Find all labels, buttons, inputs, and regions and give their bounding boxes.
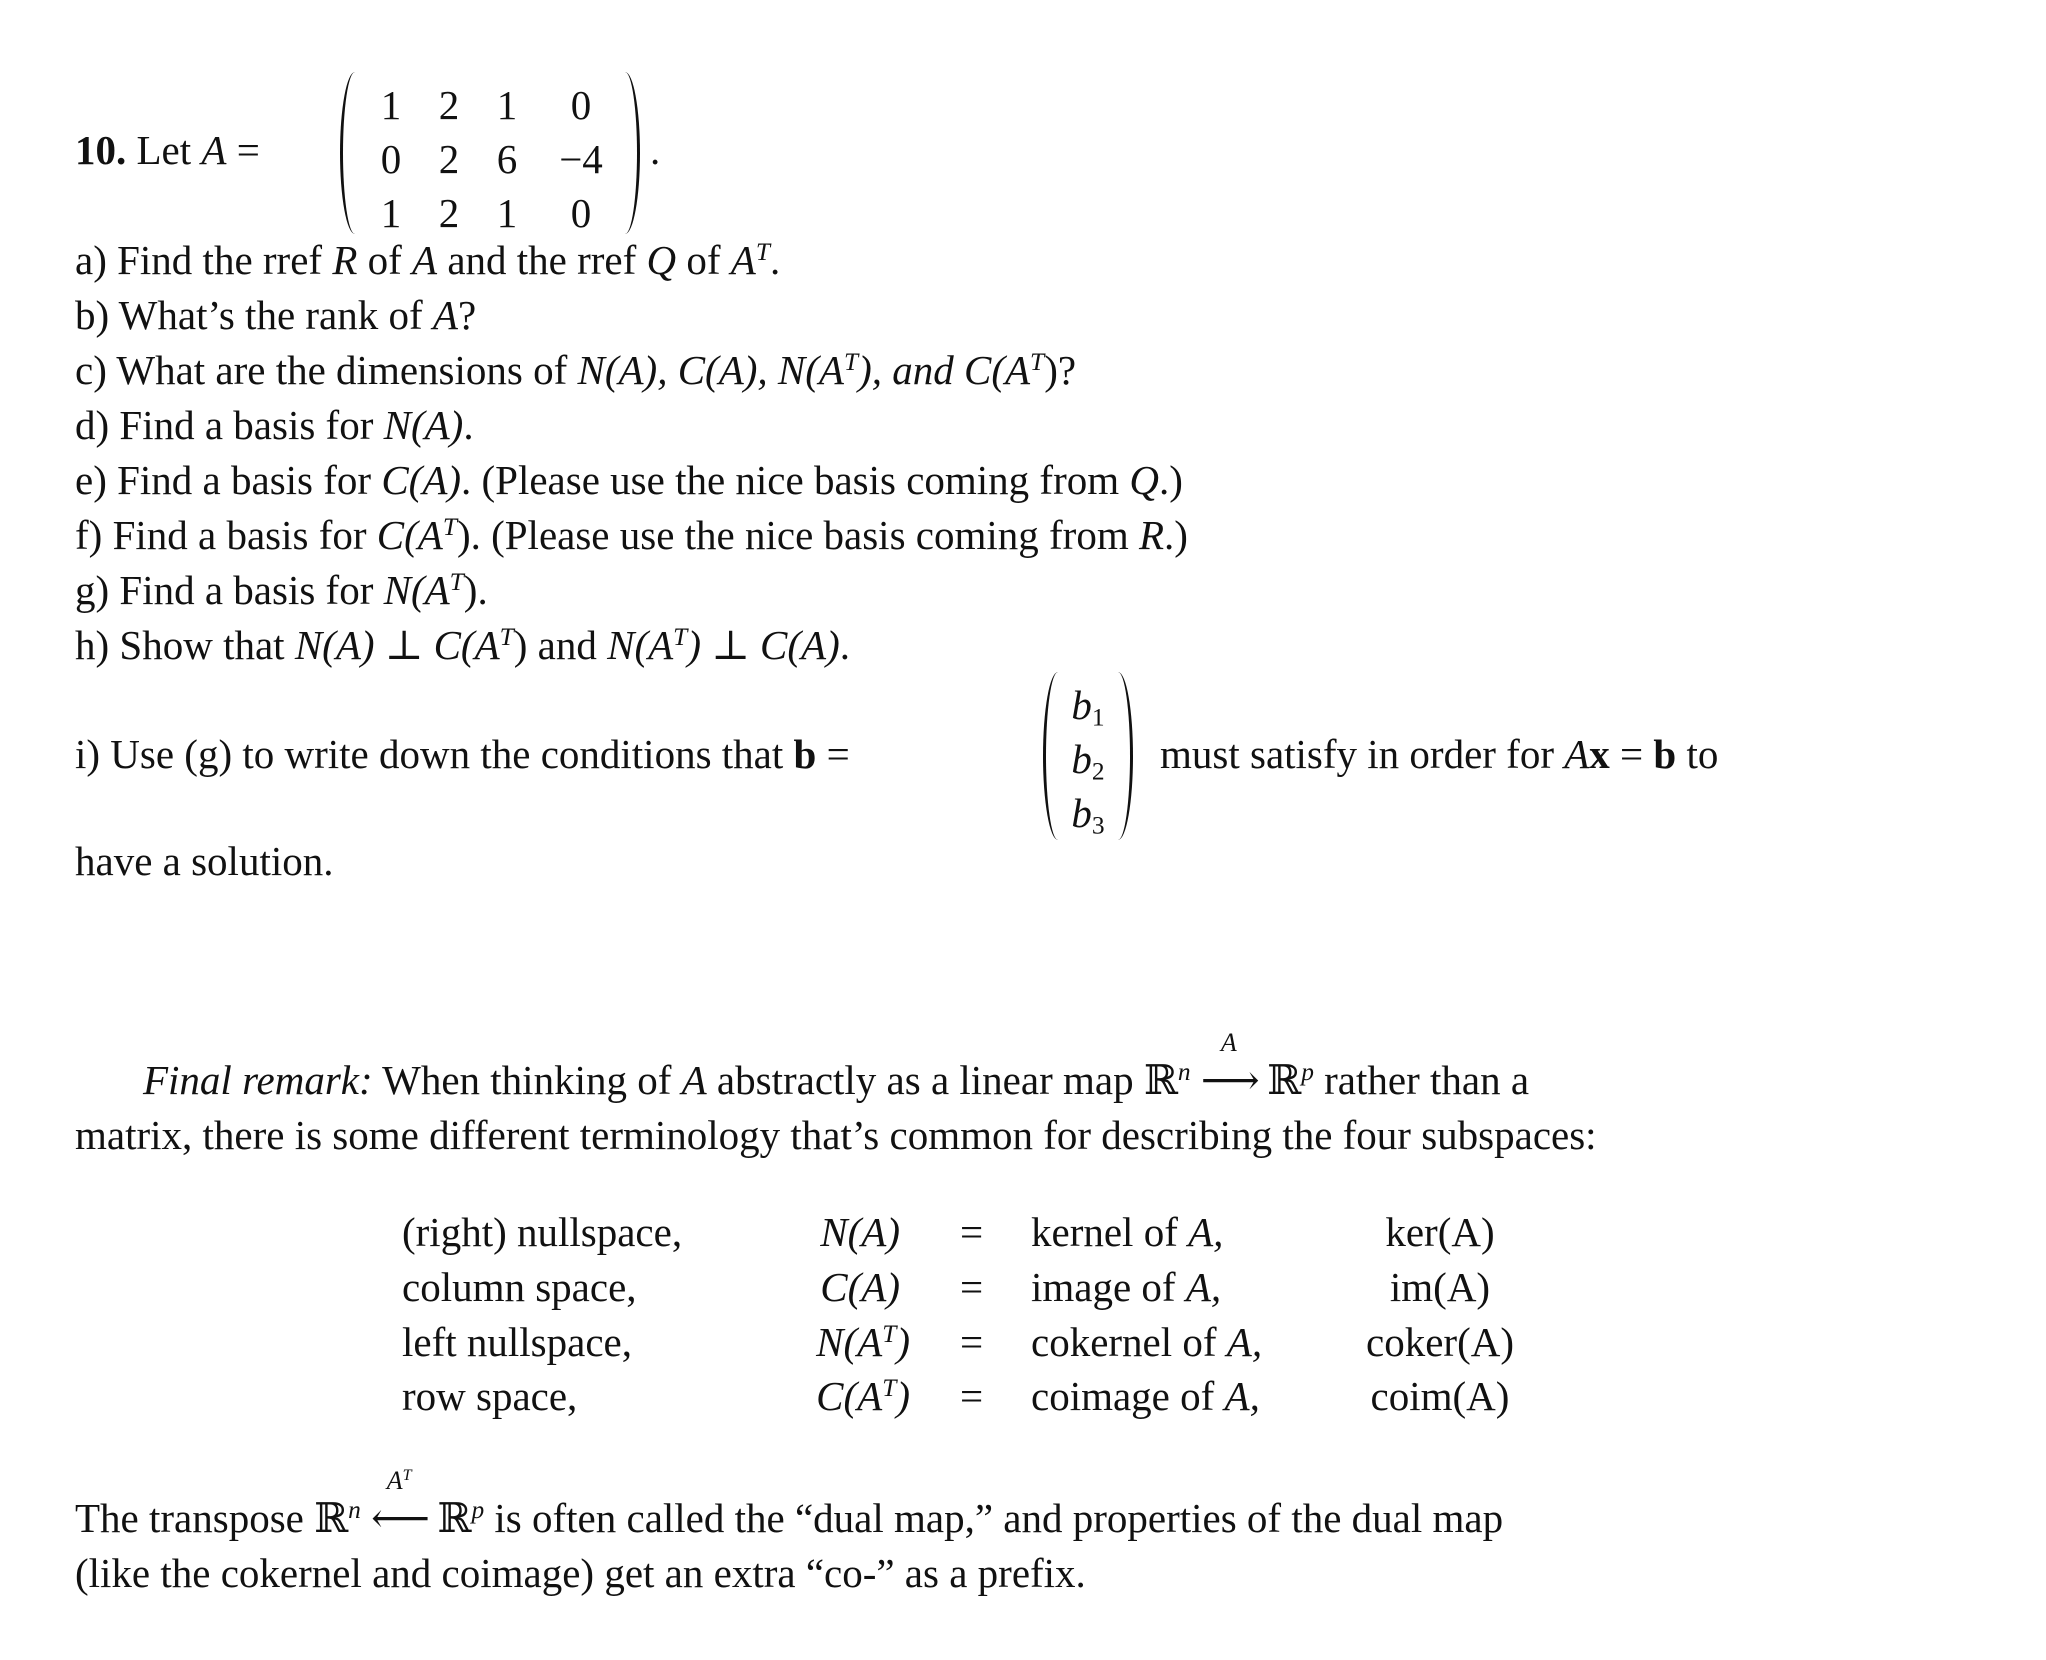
- math-var: Q: [1129, 457, 1159, 503]
- math-var: Q: [646, 237, 677, 283]
- matrix-end-punct: .: [650, 127, 661, 173]
- superscript: T: [843, 348, 859, 377]
- math-expr: N(A: [820, 1209, 887, 1255]
- superscript: n: [348, 1496, 361, 1525]
- math-var: R: [1138, 512, 1165, 558]
- text: Find a basis for: [117, 457, 372, 503]
- vector-grid: [1063, 678, 1113, 840]
- text: )?: [1044, 347, 1077, 393]
- text: of: [686, 237, 721, 283]
- part-i: [75, 731, 850, 777]
- superscript: T: [442, 513, 457, 542]
- part-a: [75, 237, 781, 283]
- matrix-cell: 1: [380, 190, 402, 236]
- part-label: i): [75, 731, 101, 777]
- text: . (Please use the nice basis coming from: [461, 457, 1120, 503]
- text: ) and: [513, 622, 597, 668]
- math-var: b: [1071, 736, 1092, 782]
- table-row: [402, 1264, 637, 1310]
- text: .): [1164, 512, 1188, 558]
- superscript: p: [1301, 1058, 1314, 1087]
- matrix-cell: 1: [496, 82, 518, 128]
- part-label: h): [75, 622, 110, 668]
- text: What’s the rank of: [118, 292, 423, 338]
- text: to: [1686, 731, 1719, 777]
- matrix-grid: [362, 78, 626, 240]
- subspace-symbol: [820, 1264, 900, 1310]
- left-arrow-icon: [371, 1466, 430, 1541]
- superscript: T: [755, 238, 770, 267]
- part-label: c): [75, 347, 107, 393]
- math-var: A: [386, 1466, 403, 1495]
- text: When thinking of: [382, 1057, 672, 1103]
- part-i-line2: have a solution.: [75, 838, 334, 884]
- math-expr: N(A: [383, 567, 450, 613]
- function-name: im(A): [1389, 1264, 1491, 1310]
- function-name: coker(A): [1366, 1319, 1514, 1365]
- problem-number: 10.: [75, 127, 127, 173]
- text: .): [1158, 457, 1183, 503]
- arrow-label: A: [1220, 1028, 1237, 1057]
- part-label: b): [75, 292, 110, 338]
- reals-symbol: ℝ: [1267, 1057, 1302, 1103]
- subscript: 3: [1091, 811, 1105, 840]
- part-h: [75, 622, 850, 668]
- part-label: g): [75, 567, 110, 613]
- math-var: A: [681, 1057, 707, 1103]
- close-paren: ): [896, 1373, 910, 1419]
- equals-sign: =: [960, 1264, 984, 1310]
- vector-b-column: [1043, 672, 1133, 840]
- close-paren: ): [886, 1264, 900, 1310]
- math-expr: N(A), C(A), N(A: [577, 347, 844, 393]
- text: .: [463, 402, 474, 448]
- text: abstractly as a linear map: [716, 1057, 1134, 1103]
- remark-line2: matrix, there is some different terminology that’s common for describing the four subspaces:: [75, 1112, 1597, 1158]
- superscript: T: [499, 623, 514, 652]
- text: ). (Please use the nice basis coming from: [456, 512, 1129, 558]
- math-var: A: [730, 237, 756, 283]
- superscript: T: [449, 568, 464, 597]
- right-arrow-icon: [1200, 1028, 1260, 1103]
- equals-sign: =: [960, 1319, 984, 1365]
- superscript: p: [471, 1496, 485, 1525]
- matrix-cell: 0: [570, 82, 592, 128]
- math-expr: C(A: [816, 1373, 883, 1419]
- math-var: A: [1564, 731, 1590, 777]
- matrix-cell: 2: [438, 136, 460, 182]
- part-f: [75, 512, 1188, 558]
- text: image of: [1031, 1264, 1176, 1310]
- math-expr: N(A): [383, 402, 464, 448]
- alt-name: [1031, 1373, 1260, 1419]
- part-b: [75, 292, 477, 338]
- table-row: [402, 1209, 683, 1255]
- problem-header: [75, 127, 260, 173]
- matrix-cell: 2: [438, 82, 460, 128]
- matrix-cell: 0: [570, 190, 592, 236]
- text: .: [839, 622, 850, 668]
- math-var: b: [1071, 790, 1092, 836]
- equals-sign: =: [236, 127, 260, 173]
- intro-text: Let: [136, 127, 192, 173]
- text: of: [367, 237, 402, 283]
- close-paren: ): [886, 1209, 900, 1255]
- part-label: d): [75, 402, 110, 448]
- superscript: T: [402, 1467, 412, 1485]
- matrix-cell: −4: [559, 136, 603, 182]
- text: Find a basis for: [119, 567, 374, 613]
- subspace-name: column space,: [402, 1264, 637, 1310]
- matrix-name: A: [201, 127, 227, 173]
- arrow-glyph: ⟵: [371, 1495, 430, 1541]
- math-var: R: [332, 237, 358, 283]
- math-expr: ) ⊥ C(A): [687, 622, 840, 668]
- text: Find a basis for: [119, 402, 374, 448]
- text: The transpose: [75, 1495, 304, 1541]
- superscript: T: [882, 1374, 897, 1403]
- text: .: [769, 237, 781, 283]
- reals-symbol: ℝ: [1143, 1057, 1178, 1103]
- subspace-name: (right) nullspace,: [402, 1209, 683, 1255]
- math-expr: N(A: [607, 622, 674, 668]
- matrix-cell: 1: [496, 190, 518, 236]
- superscript: T: [673, 623, 688, 652]
- function-name: coim(A): [1370, 1373, 1510, 1419]
- text: ?: [457, 292, 477, 338]
- table-row: [402, 1373, 578, 1419]
- alt-name: [1031, 1319, 1263, 1365]
- matrix-A: [340, 72, 640, 234]
- superscript: T: [882, 1320, 897, 1349]
- equals-sign: =: [1620, 731, 1644, 777]
- part-i-continued: [1160, 731, 1719, 777]
- matrix-cell: 2: [438, 190, 460, 236]
- part-label: f): [75, 512, 103, 558]
- equals-sign: =: [960, 1373, 984, 1419]
- subscript: 1: [1091, 703, 1105, 732]
- part-e: [75, 457, 1183, 503]
- math-expr: C(A: [820, 1264, 887, 1310]
- text: What are the dimensions of: [116, 347, 568, 393]
- math-var: A,: [1224, 1373, 1260, 1419]
- vector-entry: [1063, 732, 1113, 786]
- math-var: b: [1071, 682, 1092, 728]
- text: and the rref: [447, 237, 637, 283]
- vector-entry: [1063, 786, 1113, 840]
- text: Use (g) to write down the conditions that: [110, 731, 784, 777]
- text: Find the rref: [117, 237, 323, 283]
- remark-title: Final remark:: [143, 1057, 373, 1103]
- math-expr: N(A: [816, 1319, 883, 1365]
- math-var: A,: [1226, 1319, 1263, 1365]
- math-expr: C(A: [376, 512, 443, 558]
- text: ).: [463, 567, 488, 613]
- alt-name: [1031, 1209, 1224, 1255]
- table-row: [402, 1319, 632, 1365]
- function-name: ker(A): [1385, 1209, 1495, 1255]
- part-label: a): [75, 237, 107, 283]
- text: cokernel of: [1031, 1319, 1217, 1365]
- close-paren: ): [896, 1319, 910, 1365]
- matrix-cell: 6: [496, 136, 518, 182]
- vector-b: b: [1653, 731, 1677, 777]
- text: kernel of: [1031, 1209, 1178, 1255]
- superscript: T: [1030, 348, 1045, 377]
- part-d: [75, 402, 474, 448]
- reals-symbol: ℝ: [314, 1495, 349, 1541]
- subspace-symbol: [816, 1319, 910, 1365]
- closing-line2: (like the cokernel and coimage) get an extra “co-” as a prefix.: [75, 1550, 1086, 1596]
- reals-symbol: ℝ: [437, 1495, 472, 1541]
- text: Show that: [119, 622, 285, 668]
- math-var: A: [432, 292, 458, 338]
- remark-line1: [143, 1028, 1530, 1103]
- superscript: n: [1177, 1058, 1191, 1087]
- subscript: 2: [1091, 757, 1105, 786]
- closing-line1: [75, 1466, 1504, 1541]
- equals-sign: =: [826, 731, 850, 777]
- subspace-name: row space,: [402, 1373, 578, 1419]
- math-var: A,: [1188, 1209, 1224, 1255]
- text: rather than a: [1324, 1057, 1530, 1103]
- arrow-glyph: ⟶: [1200, 1057, 1260, 1103]
- math-var: A,: [1185, 1264, 1222, 1310]
- matrix-cell: 1: [380, 82, 402, 128]
- math-var: A: [412, 237, 438, 283]
- part-g: [75, 567, 488, 613]
- math-expr: ), and C(A: [858, 347, 1031, 393]
- math-expr: N(A) ⊥ C(A: [294, 622, 500, 668]
- part-label: e): [75, 457, 107, 503]
- text: is often called the “dual map,” and properties of the dual map: [494, 1495, 1504, 1541]
- text: must satisfy in order for: [1160, 731, 1554, 777]
- matrix-cell: 0: [380, 136, 402, 182]
- text: coimage of: [1031, 1373, 1215, 1419]
- vector-b: b: [793, 731, 817, 777]
- alt-name: [1031, 1264, 1222, 1310]
- part-c: [75, 347, 1077, 393]
- subspace-symbol: [820, 1209, 900, 1255]
- text: Find a basis for: [112, 512, 367, 558]
- subspace-symbol: [816, 1373, 910, 1419]
- math-expr: C(A): [381, 457, 462, 503]
- equals-sign: =: [960, 1209, 984, 1255]
- vector-entry: [1063, 678, 1113, 732]
- arrow-label: [371, 1468, 427, 1494]
- vector-x: x: [1589, 731, 1610, 777]
- subspace-name: left nullspace,: [402, 1319, 632, 1365]
